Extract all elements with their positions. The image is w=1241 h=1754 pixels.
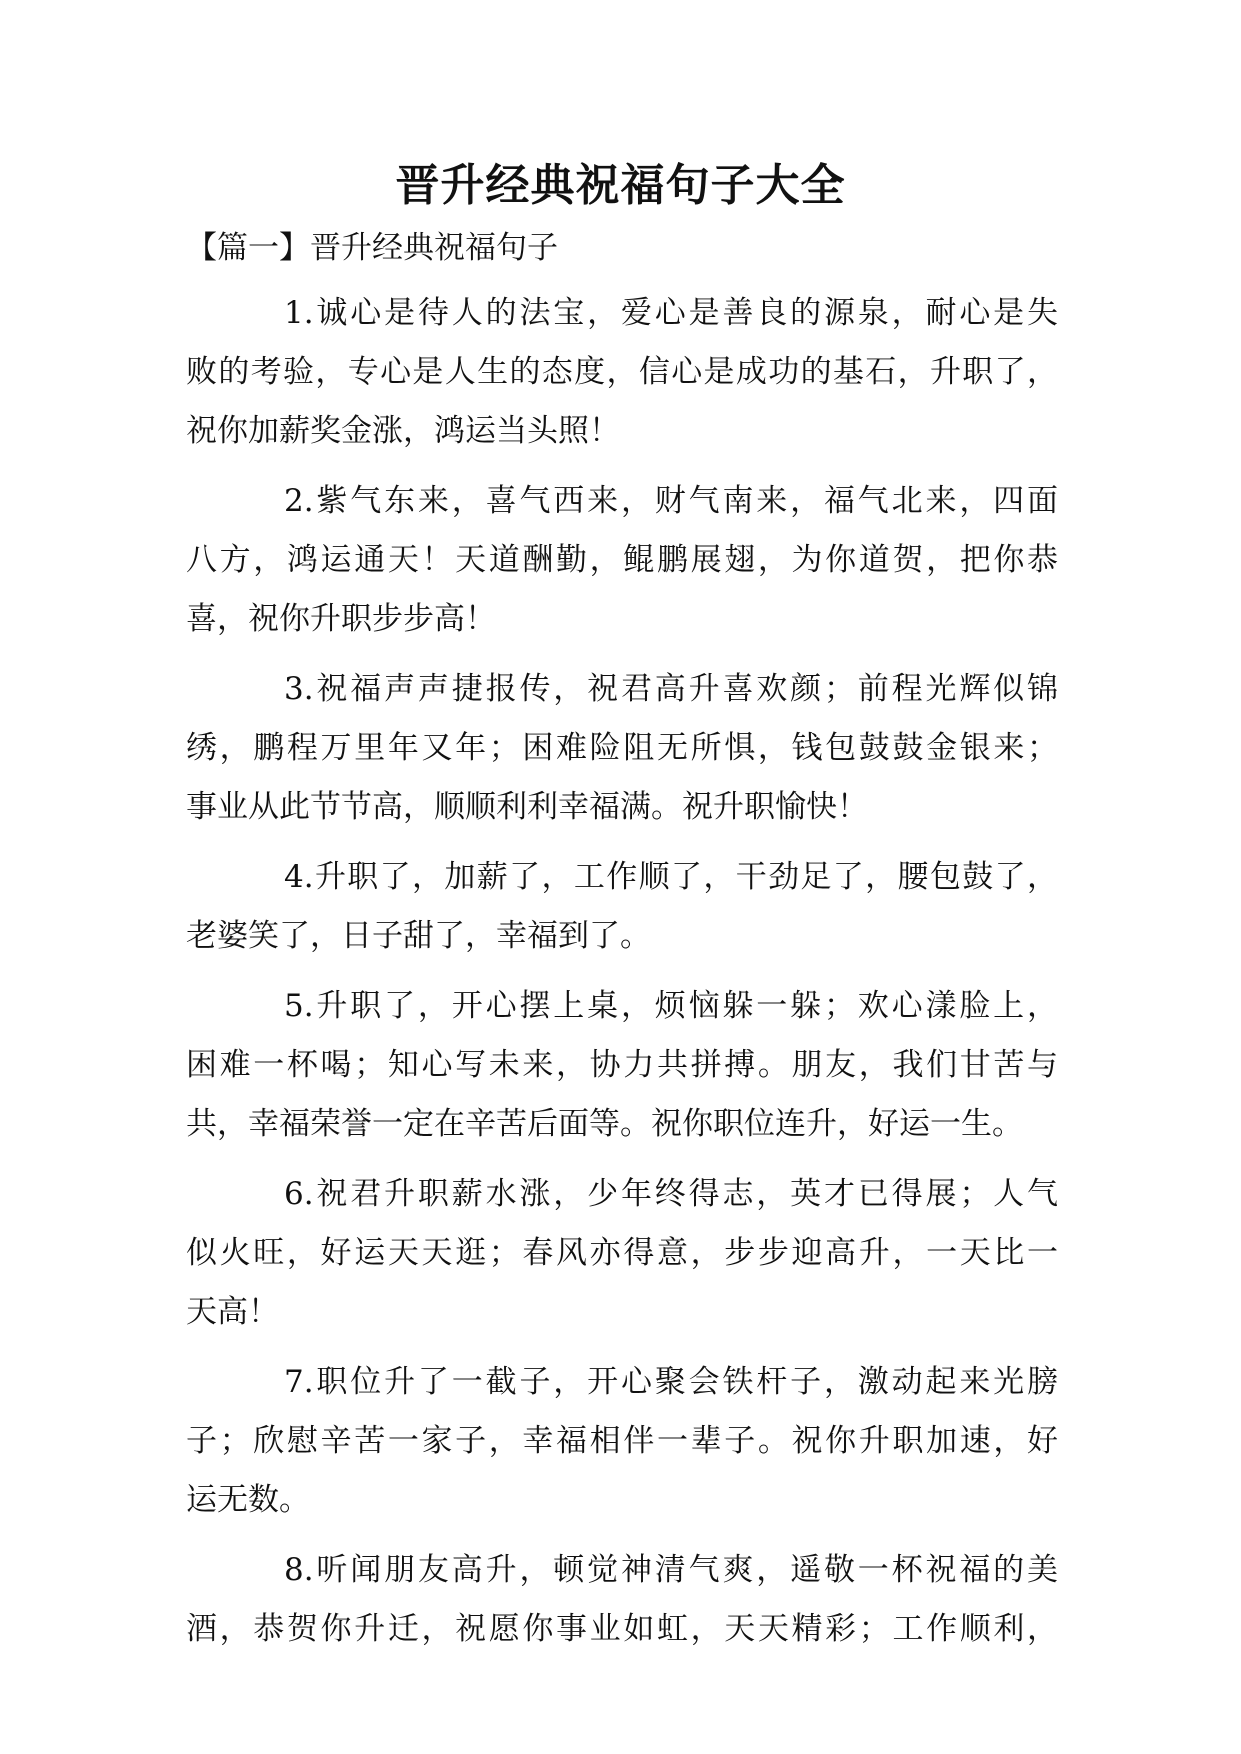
paragraph-line: 绣，鹏程万里年又年；困难险阻无所惧，钱包鼓鼓金银来； <box>186 730 1058 766</box>
paragraph-line: 7.职位升了一截子，开心聚会铁杆子，激动起来光膀 <box>284 1364 1058 1400</box>
paragraph <box>186 472 1058 649</box>
document-title: 晋升经典祝福句子大全 <box>395 160 846 211</box>
paragraph-line: 败的考验，专心是人生的态度，信心是成功的基石，升职了， <box>186 354 1058 390</box>
paragraph-line: 事业从此节节高，顺顺利利幸福满。祝升职愉快！ <box>186 789 868 825</box>
paragraph-line: 6.祝君升职薪水涨，少年终得志，英才已得展；人气 <box>284 1176 1058 1212</box>
paragraph-line: 困难一杯喝；知心写未来，协力共拼搏。朋友，我们甘苦与 <box>186 1047 1058 1083</box>
paragraph-line: 子；欣慰辛苦一家子，幸福相伴一辈子。祝你升职加速，好 <box>186 1423 1058 1459</box>
paragraph-line: 4.升职了，加薪了，工作顺了，干劲足了，腰包鼓了， <box>284 859 1058 895</box>
paragraph <box>186 660 1058 837</box>
paragraph-line: 八方，鸿运通天！天道酬勤，鲲鹏展翅，为你道贺，把你恭 <box>186 542 1058 578</box>
paragraph <box>186 977 1058 1154</box>
paragraph-line: 似火旺，好运天天逛；春风亦得意，步步迎高升，一天比一 <box>186 1235 1058 1271</box>
paragraph <box>186 848 1058 966</box>
paragraph-line: 2.紫气东来，喜气西来，财气南来，福气北来，四面 <box>284 483 1058 519</box>
paragraph-line: 酒，恭贺你升迁，祝愿你事业如虹，天天精彩；工作顺利， <box>186 1611 1058 1647</box>
section-heading: 【篇一】晋升经典祝福句子 <box>186 230 558 266</box>
paragraph <box>186 284 1058 461</box>
paragraph <box>186 1541 1058 1659</box>
paragraph-line: 运无数。 <box>186 1482 310 1518</box>
paragraph-line: 3.祝福声声捷报传，祝君高升喜欢颜；前程光辉似锦 <box>284 671 1058 707</box>
paragraph-line: 8.听闻朋友高升，顿觉神清气爽，遥敬一杯祝福的美 <box>284 1552 1058 1588</box>
paragraph-line: 老婆笑了，日子甜了，幸福到了。 <box>186 918 651 954</box>
paragraph-line: 共，幸福荣誉一定在辛苦后面等。祝你职位连升，好运一生。 <box>186 1106 1023 1142</box>
paragraph-line: 5.升职了，开心摆上桌，烦恼躲一躲；欢心漾脸上， <box>284 988 1058 1024</box>
paragraph-line: 喜，祝你升职步步高！ <box>186 601 496 637</box>
paragraph <box>186 1353 1058 1530</box>
paragraph <box>186 1165 1058 1342</box>
document-body <box>186 284 1058 1670</box>
paragraph-line: 1.诚心是待人的法宝，爱心是善良的源泉，耐心是失 <box>284 295 1058 331</box>
paragraph-line: 天高！ <box>186 1294 279 1330</box>
paragraph-line: 祝你加薪奖金涨，鸿运当头照！ <box>186 413 620 449</box>
